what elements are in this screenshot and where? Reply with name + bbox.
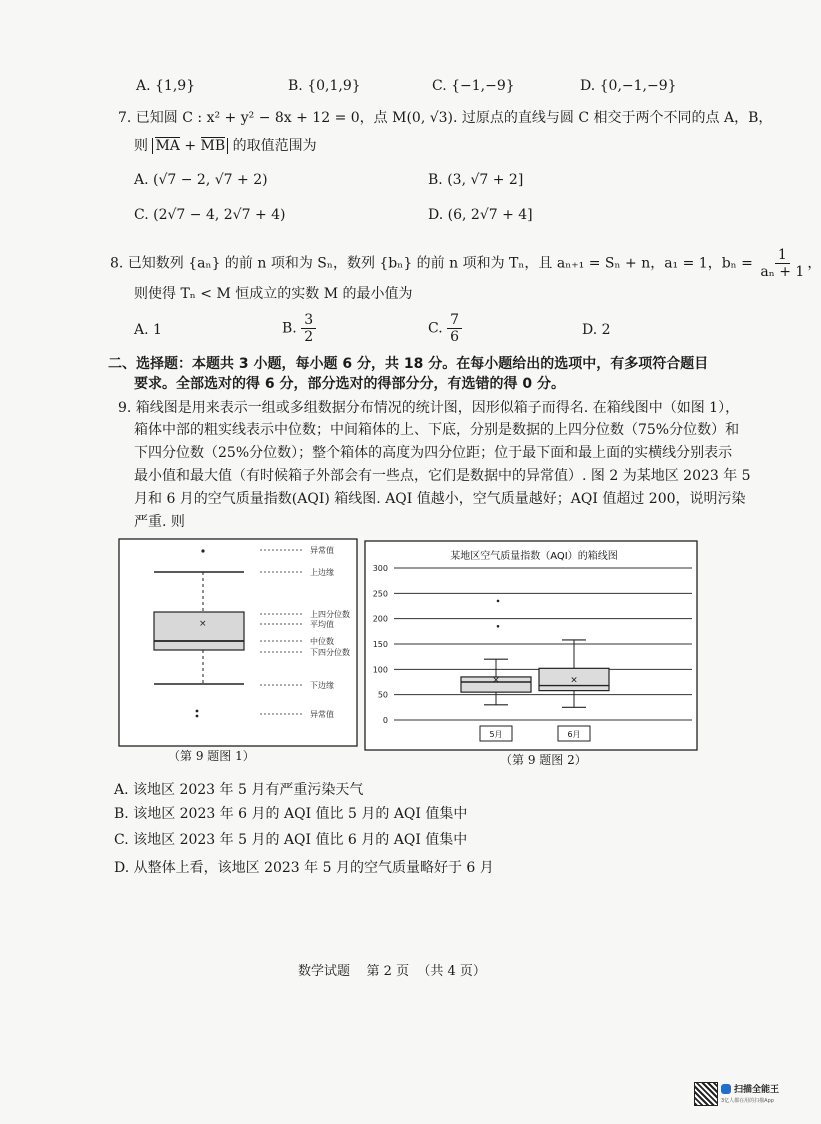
fig1-box bbox=[154, 612, 244, 650]
fig1-label-mean: 平均值 bbox=[310, 620, 334, 629]
mean-marker: × bbox=[570, 675, 578, 686]
y-tick-label-300: 300 bbox=[372, 564, 388, 573]
y-tick-label-0: 0 bbox=[382, 716, 388, 725]
outlier-point-0 bbox=[497, 625, 500, 628]
fig2-frame bbox=[365, 541, 697, 750]
fig1-label-outlier-bottom: 异常值 bbox=[310, 710, 334, 719]
fig2-aqi-boxplot-chart bbox=[364, 540, 698, 752]
scanner-watermark bbox=[694, 1082, 786, 1110]
q9-stem-line3: 下四分位数（25%分位数）；整个箱体的高度为四分位距；位于最下面和最上面的实横线分别表示 bbox=[134, 445, 733, 461]
fig1-caption: （第 9 题图 1） bbox=[168, 749, 255, 763]
fig1-label-lower-whisker: 下边缘 bbox=[310, 681, 334, 690]
y-tick-label-200: 200 bbox=[372, 614, 388, 624]
x-tick-label-1: 6月 bbox=[567, 730, 581, 739]
fig2-caption: （第 9 题图 2） bbox=[500, 753, 587, 767]
chart-title: 某地区空气质量指数（AQI）的箱线图 bbox=[450, 551, 618, 562]
x-tick-label-0: 5月 bbox=[489, 730, 503, 739]
q9-stem-line6: 严重. 则 bbox=[134, 514, 185, 530]
q9-option-b: B. 该地区 2023 年 6 月的 AQI 值比 5 月的 AQI 值集中 bbox=[114, 806, 468, 822]
page-footer: 数学试题 第 2 页 （共 4 页） bbox=[298, 964, 486, 979]
q8-option-d: D. 2 bbox=[582, 322, 611, 338]
fig1-label-outlier-top: 异常值 bbox=[310, 546, 334, 555]
q7-stem-line1: 7. 已知圆 C : x² + y² − 8x + 12 = 0，点 M(0, √3). 过原点的直线与圆 C 相交于两个不同的点 A，B， bbox=[118, 110, 773, 126]
q8-stem-line1: 8. 已知数列 {aₙ} 的前 n 项和为 Sₙ，数列 {bₙ} 的前 n 项和为 Tₙ，且 aₙ₊₁ = Sₙ + n，a₁ = 1，bₙ = $\frac{1}{\text{aₙ + 1}}$ ， bbox=[110, 247, 821, 280]
q7-option-a: A. (√7 − 2, √7 + 2) bbox=[134, 172, 268, 188]
q6-option-a: A. {1,9} bbox=[136, 78, 196, 94]
outlier-point-1 bbox=[497, 600, 500, 603]
q8-option-a: A. 1 bbox=[134, 322, 162, 338]
q9-stem-line1: 9. 箱线图是用来表示一组或多组数据分布情况的统计图，因形似箱子而得名. 在箱线图中（如图 1）， bbox=[118, 400, 740, 416]
q7-stem-line2: 则 MA + MB 的取值范围为 bbox=[134, 138, 317, 154]
q7-option-d: D. (6, 2√7 + 4] bbox=[428, 207, 533, 223]
q9-stem-line2: 箱体中部的粗实线表示中位数；中间箱体的上、下底，分别是数据的上四分位数（75%分位数）和 bbox=[134, 422, 740, 438]
fig1-boxplot-diagram bbox=[118, 538, 358, 748]
fig1-label-q3: 上四分位数 bbox=[310, 610, 350, 619]
fig1-outlier-top-dot bbox=[201, 549, 204, 552]
q7-option-c: C. (2√7 − 4, 2√7 + 4) bbox=[134, 207, 286, 223]
q6-option-b: B. {0,1,9} bbox=[288, 78, 361, 94]
fig1-label-median: 中位数 bbox=[310, 637, 334, 646]
q8-option-c: C. $\frac{7}{6}$ bbox=[428, 312, 462, 345]
y-tick-label-150: 150 bbox=[372, 640, 388, 649]
fig1-mean-mark: × bbox=[199, 619, 207, 629]
section2-heading-line2: 要求。全部选对的得 6 分，部分选对的得部分分，有选错的得 0 分。 bbox=[134, 376, 565, 392]
fig1-outlier-bottom-dot-2 bbox=[196, 715, 199, 718]
q9-option-a: A. 该地区 2023 年 5 月有严重污染天气 bbox=[114, 782, 364, 798]
q8-option-b: B. $\frac{3}{2}$ bbox=[282, 312, 316, 345]
q6-option-c: C. {−1,−9} bbox=[432, 78, 515, 94]
mean-marker: × bbox=[492, 675, 500, 686]
q9-option-c: C. 该地区 2023 年 5 月的 AQI 值比 6 月的 AQI 值集中 bbox=[114, 832, 468, 848]
q8-stem-line2: 则使得 Tₙ < M 恒成立的实数 M 的最小值为 bbox=[134, 286, 413, 302]
watermark-brand: 扫描全能王 bbox=[734, 1085, 780, 1095]
y-tick-label-100: 100 bbox=[372, 665, 388, 675]
watermark-sub: 3亿人都在用的扫描App bbox=[721, 1098, 774, 1104]
section2-heading-line1: 二、选择题：本题共 3 小题，每小题 6 分，共 18 分。在每小题给出的选项中，有多项符合题目 bbox=[108, 356, 709, 372]
y-tick-label-250: 250 bbox=[372, 589, 388, 599]
y-tick-label-50: 50 bbox=[377, 690, 388, 700]
app-logo-icon bbox=[721, 1084, 731, 1094]
q9-stem-line5: 月和 6 月的空气质量指数(AQI) 箱线图. AQI 值越小，空气质量越好；AQI 值超过 200，说明污染 bbox=[134, 491, 746, 507]
fig1-outlier-bottom-dot-1 bbox=[196, 710, 199, 713]
fig1-label-upper-whisker: 上边缘 bbox=[310, 568, 334, 577]
q7-option-b: B. (3, √7 + 2] bbox=[428, 172, 524, 188]
q9-stem-line4: 最小值和最大值（有时候箱子外部会有一些点，它们是数据中的异常值）. 图 2 为某地区 2023 年 5 bbox=[134, 468, 751, 484]
q6-option-d: D. {0,−1,−9} bbox=[580, 78, 677, 94]
q9-option-d: D. 从整体上看，该地区 2023 年 5 月的空气质量略好于 6 月 bbox=[114, 860, 494, 876]
qr-code-icon bbox=[694, 1082, 718, 1106]
fig1-label-q1: 下四分位数 bbox=[310, 648, 350, 657]
